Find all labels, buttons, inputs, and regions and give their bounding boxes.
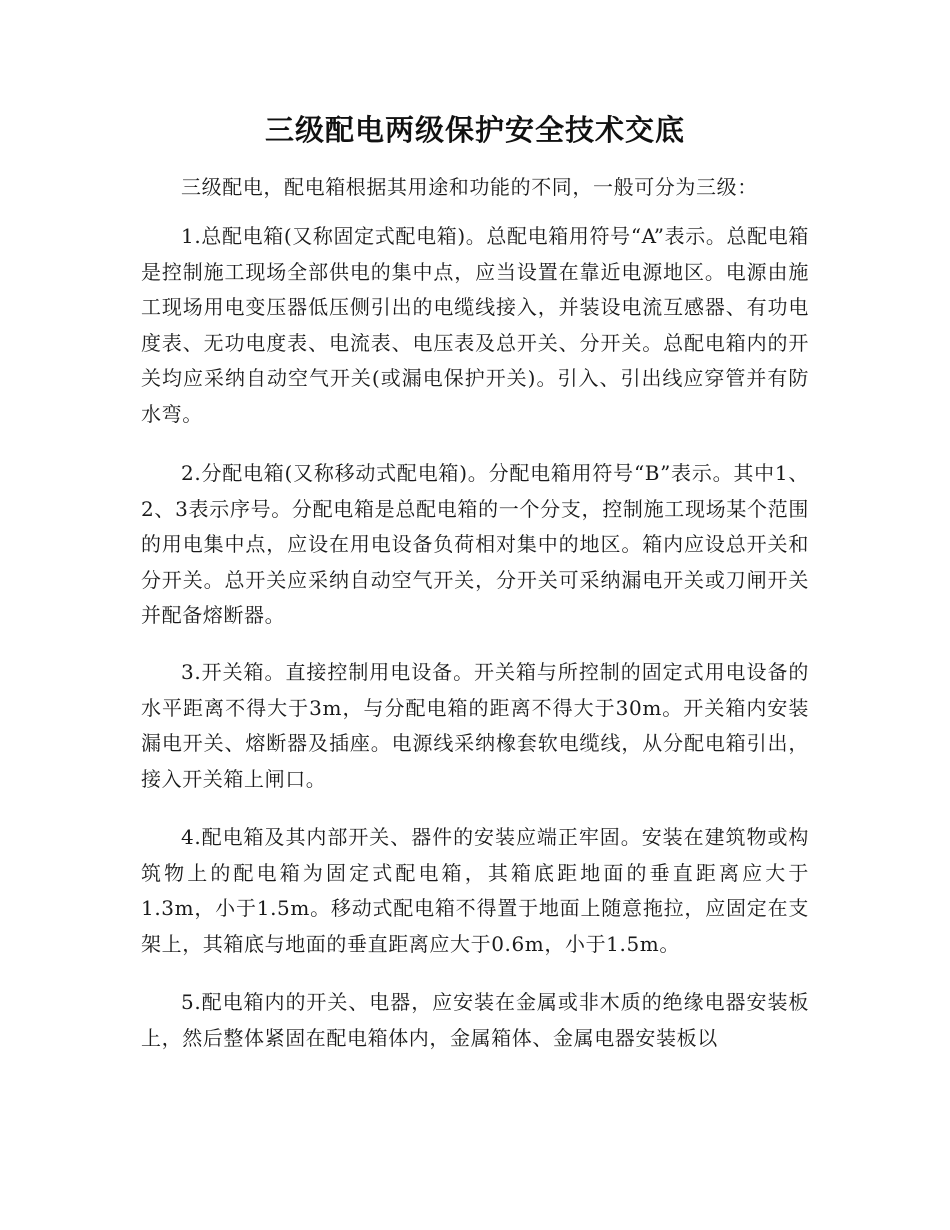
paragraph-2: 2.分配电箱(又称移动式配电箱)。分配电箱用符号“B”表示。其中1、2、3表示序号。分配电箱是总配电箱的一个分支，控制施工现场某个范围的用电集中点，应设在用电设备负荷相对集中的地区。箱内应设总开关和分开关。总开关应采纳自动空气开关，分开关可采纳漏电开关或刀闸开关并配备熔断器。 bbox=[141, 461, 809, 627]
paragraph-5: 5.配电箱内的开关、电器，应安装在金属或非木质的绝缘电器安装板上，然后整体紧固在配电箱体内，金属箱体、金属电器安装板以 bbox=[141, 990, 809, 1050]
paragraph-4: 4.配电箱及其内部开关、器件的安装应端正牢固。安装在建筑物或构筑物上的配电箱为固定式配电箱，其箱底距地面的垂直距离应大于1.3m，小于1.5m。移动式配电箱不得置于地面上随意拖拉，应固定在支架上，其箱底与地面的垂直距离应大于0.6m，小于1.5m。 bbox=[141, 825, 809, 956]
paragraph-1: 1.总配电箱(又称固定式配电箱)。总配电箱用符号“A”表示。总配电箱是控制施工现场全部供电的集中点，应当设置在靠近电源地区。电源由施工现场用电变压器低压侧引出的电缆线接入，并装设电流互感器、有功电度表、无功电度表、电流表、电压表及总开关、分开关。总配电箱内的开关均应采纳自动空气开关(或漏电保护开关)。引入、引出线应穿管并有防水弯。 bbox=[141, 224, 809, 426]
paragraph-3: 3.开关箱。直接控制用电设备。开关箱与所控制的固定式用电设备的水平距离不得大于3m，与分配电箱的距离不得大于30m。开关箱内安装漏电开关、熔断器及插座。电源线采纳橡套软电缆线，从分配电箱引出，接入开关箱上闸口。 bbox=[141, 660, 809, 791]
intro-paragraph: 三级配电，配电箱根据其用途和功能的不同，一般可分为三级： bbox=[181, 175, 758, 199]
document-title: 三级配电两级保护安全技术交底 bbox=[264, 113, 685, 147]
